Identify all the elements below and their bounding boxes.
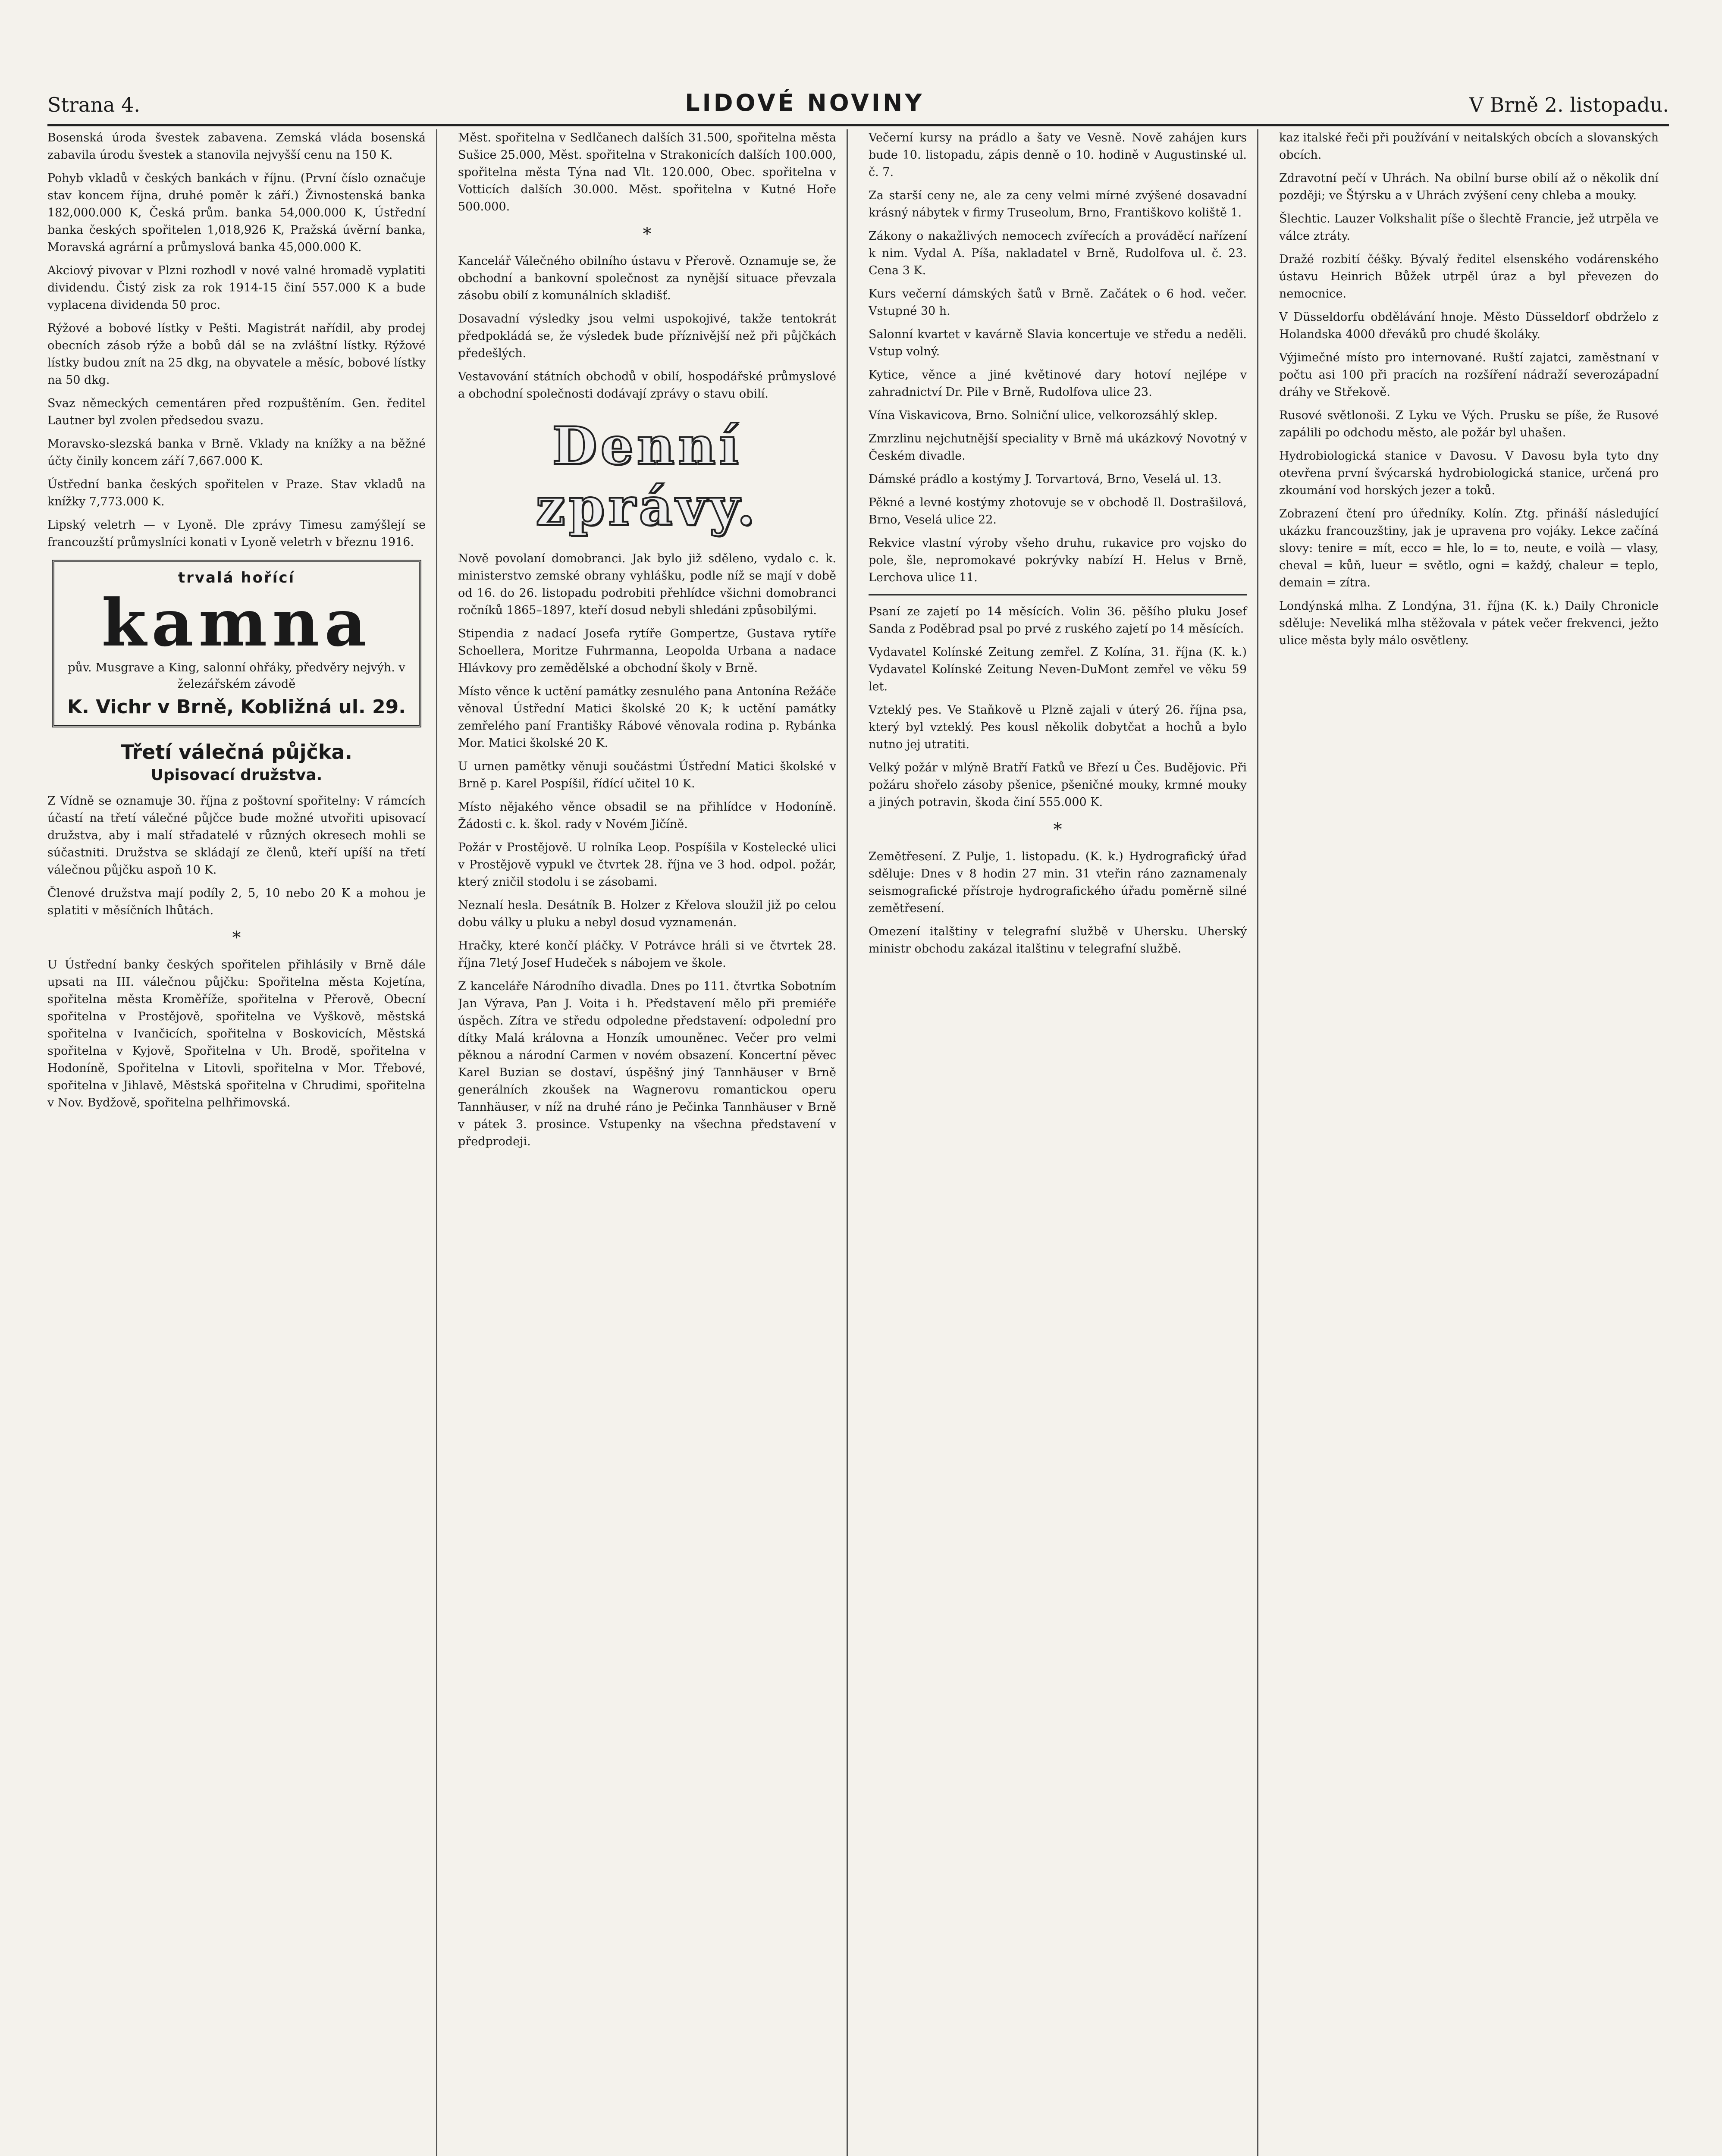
ad-address: K. Vichr v Brně, Kobližná ul. 29.	[67, 696, 406, 718]
stove-advertisement	[52, 560, 421, 727]
article: Neznalí hesla. Desátník B. Holzer z Křelova sloužil již po celou dobu války u pluku a nebyl dosud vyznamenán.	[458, 899, 840, 929]
divider	[869, 594, 1247, 595]
masthead	[47, 78, 1669, 126]
article: Hračky, které končí pláčky. V Potrávce hráli si ve čtvrtek 28. října 7letý Josef Hudeček s nábojem ve škole.	[458, 939, 840, 970]
article: Dražé rozbití čéšky. Bývalý ředitel elsenského vodárenského ústavu Heinrich Bůžek utrpěl úraz a byl převezen do nemocnice.	[1279, 253, 1662, 301]
article: Salonní kvartet v kavárně Slavia koncertuje ve středu a neděli. Vstup volný.	[869, 328, 1251, 358]
article: Požár v Prostějově. U rolníka Leop. Pospíšila v Kostelecké ulici v Prostějově vypukl ve čtvrtek 28. října ve 3 hod. odpol. požár, který zničil stodolu i se zásobami.	[458, 841, 840, 889]
article: Z kanceláře Národního divadla. Dnes po 111. čtvrtka Sobotním Jan Výrava, Pan J. Voita i h. Představení mělo při premiéře úspěch. Zítra ve středu odpoledne představení: odpolední pro dítky Malá královna a Honzík umouněnec. Večer pro velmi pěknou a národní Carmen v novém obsazení. Koncertní pěvec Karel Buzian se dostaví, úspěšný jiný Tannhäuser v Brně generálních zkoušek na Wagnerovu romantickou operu Tannhäuser, v níž na druhé ráno je Pečinka Tannhäuser v Brně v pátek 3. prosince. Vstupenky na všechna představení v předprodeji.	[458, 980, 840, 1148]
article: Moravsko-slezská banka v Brně. Vklady na knížky a na běžné účty činily koncem září 7,667.000 K.	[47, 437, 430, 468]
article: kaz italské řeči při používání v neitalských obcích a slovanských obcích.	[1279, 131, 1662, 162]
article: Měst. spořitelna v Sedlčanech dalších 31.500, spořitelna města Sušice 25.000, Měst. spořitelna v Strakonicích dalších 100.000, spořitelna města Týna nad Vlt. 120.000, Obec. spořitelna v Votticích dalších 30.000. Měst. spořitelna v Kutné Hoře 500.000.	[458, 131, 840, 213]
article: Kancelář Válečného obilního ústavu v Přerově. Oznamuje se, že obchodní a bankovní společnost za nynější situace převzala zásobu obilí z komunálních skladišť.	[458, 254, 840, 302]
article: Výjimečné místo pro internované. Ruští zajatci, zaměstnaní v počtu asi 100 při pracích na rozšíření nádraží severozápadní dráhy ve Střekově.	[1279, 351, 1662, 399]
article: Velký požár v mlýně Bratří Fatků ve Březí u Čes. Budějovic. Při požáru shořelo zásoby pšenice, pšeničné mouky, krmné mouky a jiných potravin, škoda činí 555.000 K.	[869, 761, 1251, 809]
column-1	[47, 129, 437, 2156]
article: Pohyb vkladů v českých bankách v říjnu. (První číslo označuje stav koncem října, druhé poměr k září.) Živnostenská banka 182,000.000 K, Česká prům. banka 54,000.000 K, Ústřední banka českých spořitelen 1,018,926 K, Pražská úvěrní banka, Moravská agrární a průmyslová banka 45,000.000 K.	[47, 172, 430, 254]
ad-tagline: trvalá hořící	[178, 569, 295, 586]
section-headline: Denní zprávy.	[536, 416, 759, 537]
article: Z Vídně se oznamuje 30. října z poštovní spořitelny: V rámcích účastí na třetí válečné půjčce bude možné utvořiti upisovací družstva, aby i malí střadatelé v různých okresech mohli se súčastniti. Družstva se skládají ze členů, kteří upíší na třetí válečnou půjčku aspoň 10 K.	[47, 794, 430, 877]
article: Lipský veletrh — v Lyoně. Dle zprávy Timesu zamýšlejí se francouzští průmyslníci konati v Lyoně veletrh v březnu 1916.	[47, 518, 430, 549]
ad-description: pův. Musgrave a King, salonní ohřáky, předvěry nejvýh. v železářském závodě	[68, 661, 405, 691]
article: Stipendia z nadací Josefa rytíře Gompertze, Gustava rytíře Schoellera, Moritze Fuhrmanna, Leopolda Urbana a nadace Hlávkovy pro zemědělské a obchodní školy v Brně.	[458, 627, 840, 675]
article: Za starší ceny ne, ale za ceny velmi mírné zvýšené dosavadní krásný nábytek v firmy Truseolum, Brno, Františkovo koliště 1.	[869, 189, 1251, 219]
article: Dámské prádlo a kostýmy J. Torvartová, Brno, Veselá ul. 13.	[869, 473, 1222, 486]
article: Psaní ze zajetí po 14 měsících. Volin 36. pěšího pluku Josef Sanda z Poděbrad psal po prvé z ruského zajetí po 14 měsících.	[869, 605, 1251, 636]
separator-star-icon: *	[1053, 820, 1062, 840]
column-4	[1279, 129, 1669, 2156]
article: Nově povolaní domobranci. Jak bylo již sděleno, vydalo c. k. ministerstvo zemské obrany vyhlášku, podle níž se mají v době od 16. do 26. listopadu podrobiti přehlídce všichni domobranci ročníků 1865–1897, kteří dosud nebyli shledáni způsobilými.	[458, 552, 840, 617]
article: Hydrobiologická stanice v Davosu. V Davosu byla tyto dny otevřena první švýcarská hydrobiologická stanice, určená pro zkoumání vod horských jezer a toků.	[1279, 449, 1662, 497]
article: Dosavadní výsledky jsou velmi uspokojivé, takže tentokrát předpokládá se, že výsledek bude příznivější než při půjčkách předešlých.	[458, 312, 840, 360]
article: Svaz německých cementáren před rozpuštěním. Gen. ředitel Lautner byl zvolen předsedou svazu.	[47, 397, 430, 427]
article: Místo věnce k uctění památky zesnulého pana Antonína Režáče věnoval Ústřední Matici školské 20 K; k uctění památky zemřelého paní Františky Rábové věnovala rodina p. Rybánka Mor. Matici školské 20 K.	[458, 685, 840, 750]
article: V Düsseldorfu obdělávání hnoje. Město Düsseldorf obdrželo z Holandska 4000 dřeváků pro chudé školáky.	[1279, 310, 1662, 341]
article: Místo nějakého věnce obsadil se na přihlídce v Hodoníně. Žádosti c. k. škol. rady v Novém Jičíně.	[458, 800, 840, 831]
article: Omezení italštiny v telegrafní službě v Uhersku. Uherský ministr obchodu zakázal italštinu v telegrafní službě.	[869, 925, 1251, 956]
article: Rýžové a bobové lístky v Pešti. Magistrát nařídil, aby prodej obecních zásob rýže a bobů dál se na zvláštní lístky. Rýžové lístky budou znít na 25 dkg, na obyvatele a měsíc, bobové lístky na 50 dkg.	[47, 322, 430, 387]
article: Vydavatel Kolínské Zeitung zemřel. Z Kolína, 31. října (K. k.) Vydavatel Kolínské Zeitung Neven-DuMont zemřel ve věku 59 let.	[869, 646, 1251, 693]
article: Rusové světlonoši. Z Lyku ve Vých. Prusku se píše, že Rusové zapálili po odchodu město, ale požár byl uhašen.	[1279, 409, 1662, 439]
section-headline: Třetí válečná půjčka.	[121, 740, 352, 764]
article: Pěkné a levné kostýmy zhotovuje se v obchodě Il. Dostrašilová, Brno, Veselá ulice 22.	[869, 496, 1251, 526]
article: U Ústřední banky českých spořitelen přihlásily v Brně dále upsati na III. válečnou půjčku: Spořitelna města Kojetína, spořitelna města Kroměříže, spořitelna v Přerově, Obecní spořitelna v Prostějově, spořitelna ve Vyškově, městská spořitelna v Ivančicích, spořitelna v Boskovicích, Městská spořitelna v Kyjově, Spořitelna v Uh. Brodě, spořitelna v Hodoníně, Spořitelna v Litovli, spořitelna v Mor. Třebové, spořitelna v Jihlavě, Městská spořitelna v Chrudimi, spořitelna v Nov. Bydžově, spořitelna pelhřimovská.	[47, 958, 430, 1109]
article: Ústřední banka českých spořitelen v Praze. Stav vkladů na knížky 7,773.000 K.	[47, 478, 430, 508]
page-number: Strana 4.	[47, 93, 140, 116]
ad-product: kamna	[101, 585, 372, 661]
article: Šlechtic. Lauzer Volkshalit píše o šlechtě Francie, jež utrpěla ve válce ztráty.	[1279, 212, 1662, 243]
article: Členové družstva mají podíly 2, 5, 10 nebo 20 K a mohou je splatiti v měsíčních lhůtách.	[47, 887, 430, 917]
article: Kurs večerní dámských šatů v Brně. Začátek o 6 hod. večer. Vstupné 30 h.	[869, 287, 1251, 318]
article: Zdravotní pečí v Uhrách. Na obilní burse obilí až o několik dní později; ve Štýrsku a v Uhrách zvýšení ceny chleba a mouky.	[1279, 172, 1662, 202]
article: Bosenská úroda švestek zabavena. Zemská vláda bosenská zabavila úrodu švestek a stanovila nejvyšší cenu na 150 K.	[47, 131, 430, 162]
issue-date: V Brně 2. listopadu.	[1469, 93, 1669, 116]
article: Rekvice vlastní výroby všeho druhu, rukavice pro vojsko do pole, šle, nepromokavé pokrývky nabízí H. Helus v Brně, Lerchova ulice 11.	[869, 536, 1251, 584]
article: Vzteklý pes. Ve Staňkově u Plzně zajali v úterý 26. října psa, který byl vzteklý. Pes kousl několik dobytčat a hochů a bylo nutno jej utratiti.	[869, 703, 1251, 751]
article: Akciový pivovar v Plzni rozhodl v nové valné hromadě vyplatiti dividendu. Čistý zisk za rok 1914-15 činí 557.000 K a bude vyplacena dividenda 50 proc.	[47, 264, 430, 312]
article: Vestavování státních obchodů v obilí, hospodářské průmyslové a obchodní společnosti dodávají zprávy o stavu obilí.	[458, 370, 840, 401]
article: Kytice, věnce a jiné květinové dary hotoví nejlépe v zahradnictví Dr. Pile v Brně, Rudolfova ulice 23.	[869, 368, 1251, 399]
section-subheadline: Upisovací družstva.	[151, 766, 323, 784]
article: Zmrzlinu nejchutnější speciality v Brně má ukázkový Novotný v Českém divadle.	[869, 432, 1251, 463]
newspaper-title: LIDOVÉ NOVINY	[685, 89, 925, 116]
article: Londýnská mlha. Z Londýna, 31. října (K. k.) Daily Chronicle sděluje: Neveliká mlha stěžovala v pátek večer frekvenci, ježto ulice města byly málo osvětleny.	[1279, 599, 1662, 647]
separator-star-icon: *	[232, 928, 241, 948]
article: Zemětřesení. Z Pulje, 1. listopadu. (K. k.) Hydrografický úřad sděluje: Dnes v 8 hodin 27 min. 31 vteřin ráno zaznamenaly seismografické přístroje hydrografického úřadu poměrně silné zemětřesení.	[869, 850, 1251, 915]
article: U urnen pamětky věnuji součástmi Ústřední Matici školské v Brně p. Karel Pospíšil, řídící učitel 10 K.	[458, 760, 840, 790]
columns	[47, 129, 1669, 2156]
article: Vína Viskavicova, Brno. Solniční ulice, velkorozsáhlý sklep.	[869, 409, 1218, 422]
separator-star-icon: *	[643, 224, 652, 244]
article: Zobrazení čtení pro úředníky. Kolín. Ztg. přináší následující ukázku francouzštiny, jak je upravena pro vojáky. Lekce začíná slovy: tenire = mít, ecco = hle, lo = to, neute, e voilà — vlasy, cheval = kůň, lueur = světlo, ogni = každý, chaleur = teplo, demain = zítra.	[1279, 507, 1662, 589]
article: Večerní kursy na prádlo a šaty ve Vesně. Nově zahájen kurs bude 10. listopadu, zápis denně o 10. hodině v Augustinské ul. č. 7.	[869, 131, 1251, 179]
article: Zákony o nakažlivých nemocech zvířecích a prováděcí nařízení k nim. Vydal A. Píša, nakladatel v Brně, Rudolfova ul. č. 23. Cena 3 K.	[869, 229, 1251, 277]
column-3	[869, 129, 1258, 2156]
column-2	[458, 129, 848, 2156]
